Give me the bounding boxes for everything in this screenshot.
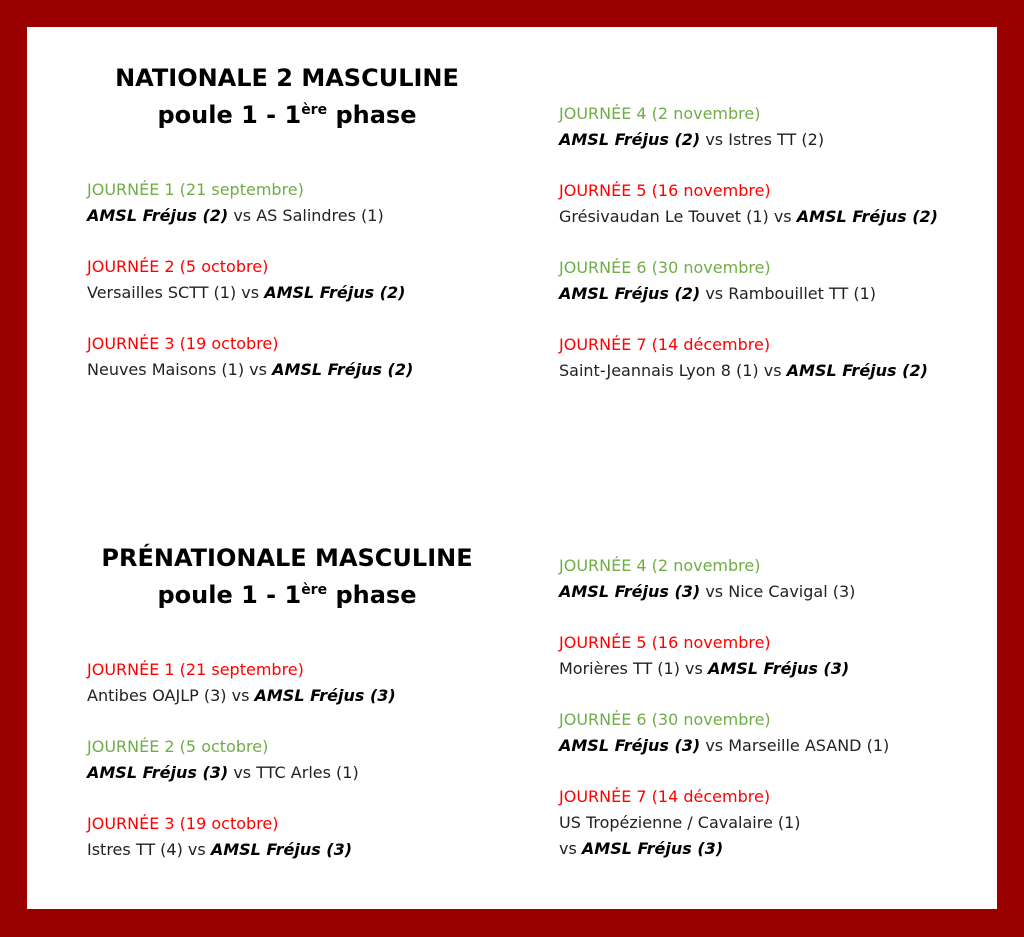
section1-right-matches	[559, 101, 938, 409]
match-line	[87, 683, 396, 709]
match-block	[87, 657, 396, 709]
journee-label: JOURNÉE 5 (16 novembre)	[559, 181, 771, 200]
match-line	[87, 837, 396, 863]
section1-title-line1: NATIONALE 2 MASCULINE	[115, 64, 459, 92]
section2-title	[67, 540, 507, 614]
team-name: Grésivaudan Le Touvet (1)	[559, 207, 769, 226]
team-name: Antibes OAJLP (3)	[87, 686, 227, 705]
journee-label: JOURNÉE 7 (14 décembre)	[559, 335, 771, 354]
vs-separator: vs	[700, 284, 729, 303]
team-name: AMSL Fréjus (2)	[786, 361, 928, 380]
vs-separator: vs	[244, 360, 273, 379]
section1-title	[67, 60, 507, 134]
match-line	[559, 127, 938, 153]
section1-title-line2: poule 1 - 1ère phase	[157, 101, 417, 129]
match-block	[559, 553, 889, 605]
team-name: AMSL Fréjus (3)	[254, 686, 396, 705]
journee-label: JOURNÉE 2 (5 octobre)	[87, 257, 269, 276]
team-name: Nice Cavigal (3)	[728, 582, 856, 601]
match-line	[559, 836, 889, 862]
team-name: Versailles SCTT (1)	[87, 283, 237, 302]
team-name: Istres TT (2)	[728, 130, 825, 149]
team-name: AMSL Fréjus (2)	[796, 207, 938, 226]
match-line	[87, 203, 413, 229]
journee-label: JOURNÉE 6 (30 novembre)	[559, 258, 771, 277]
team-name: AMSL Fréjus (2)	[264, 283, 406, 302]
journee-label: JOURNÉE 7 (14 décembre)	[559, 787, 771, 806]
journee-label: JOURNÉE 6 (30 novembre)	[559, 710, 771, 729]
team-name: AMSL Fréjus (3)	[559, 582, 701, 601]
team-name: AMSL Fréjus (3)	[707, 659, 850, 678]
match-block	[87, 811, 396, 863]
team-name: Morières TT (1)	[559, 659, 680, 678]
section1-left-matches	[87, 177, 413, 408]
team-name: AMSL Fréjus (2)	[87, 206, 229, 225]
match-line	[559, 733, 889, 759]
vs-separator: vs	[226, 686, 255, 705]
team-name: AMSL Fréjus (3)	[87, 763, 229, 782]
team-name: AMSL Fréjus (3)	[210, 840, 353, 859]
match-block	[559, 332, 938, 384]
team-name: Istres TT (4)	[87, 840, 183, 859]
match-block	[559, 707, 889, 759]
match-line	[559, 579, 889, 605]
match-line	[87, 280, 413, 306]
match-block	[87, 177, 413, 229]
team-name: AMSL Fréjus (3)	[581, 839, 724, 858]
journee-label: JOURNÉE 3 (19 octobre)	[87, 814, 279, 833]
team-name: AMSL Fréjus (3)	[559, 736, 701, 755]
team-name: Rambouillet TT (1)	[728, 284, 877, 303]
team-name: Marseille ASAND (1)	[728, 736, 890, 755]
vs-separator: vs	[228, 206, 257, 225]
match-block	[559, 630, 889, 682]
vs-separator: vs	[700, 582, 729, 601]
schedule-sheet	[27, 27, 997, 909]
journee-label: JOURNÉE 4 (2 novembre)	[559, 104, 761, 123]
journee-label: JOURNÉE 1 (21 septembre)	[87, 180, 304, 199]
vs-separator: vs	[228, 763, 257, 782]
match-block	[559, 101, 938, 153]
match-block	[87, 254, 413, 306]
match-block	[87, 734, 396, 786]
match-line	[87, 760, 396, 786]
team-name: Neuves Maisons (1)	[87, 360, 245, 379]
match-line	[559, 656, 889, 682]
vs-separator: vs	[182, 840, 211, 859]
match-block	[559, 784, 889, 862]
match-line	[559, 358, 938, 384]
journee-label: JOURNÉE 4 (2 novembre)	[559, 556, 761, 575]
vs-separator: vs	[768, 207, 797, 226]
vs-separator: vs	[559, 839, 582, 858]
section2-right-matches	[559, 553, 889, 887]
vs-separator: vs	[679, 659, 708, 678]
team-name: Saint-Jeannais Lyon 8 (1)	[559, 361, 759, 380]
match-line	[559, 810, 889, 836]
section2-title-line1: PRÉNATIONALE MASCULINE	[101, 544, 473, 572]
team-name: AS Salindres (1)	[256, 206, 384, 225]
section2-title-line2: poule 1 - 1ère phase	[157, 581, 417, 609]
journee-label: JOURNÉE 1 (21 septembre)	[87, 660, 304, 679]
journee-label: JOURNÉE 2 (5 octobre)	[87, 737, 269, 756]
match-line	[559, 281, 938, 307]
vs-separator: vs	[236, 283, 265, 302]
team-name: AMSL Fréjus (2)	[272, 360, 414, 379]
vs-separator: vs	[700, 130, 729, 149]
match-line	[87, 357, 413, 383]
team-name: AMSL Fréjus (2)	[559, 284, 701, 303]
journee-label: JOURNÉE 5 (16 novembre)	[559, 633, 771, 652]
match-line	[559, 204, 938, 230]
vs-separator: vs	[758, 361, 787, 380]
team-name: TTC Arles (1)	[256, 763, 359, 782]
section2-left-matches	[87, 657, 396, 888]
team-name: US Tropézienne / Cavalaire (1)	[559, 813, 801, 832]
vs-separator: vs	[700, 736, 729, 755]
match-block	[559, 255, 938, 307]
team-name: AMSL Fréjus (2)	[559, 130, 701, 149]
match-block	[87, 331, 413, 383]
journee-label: JOURNÉE 3 (19 octobre)	[87, 334, 279, 353]
match-block	[559, 178, 938, 230]
